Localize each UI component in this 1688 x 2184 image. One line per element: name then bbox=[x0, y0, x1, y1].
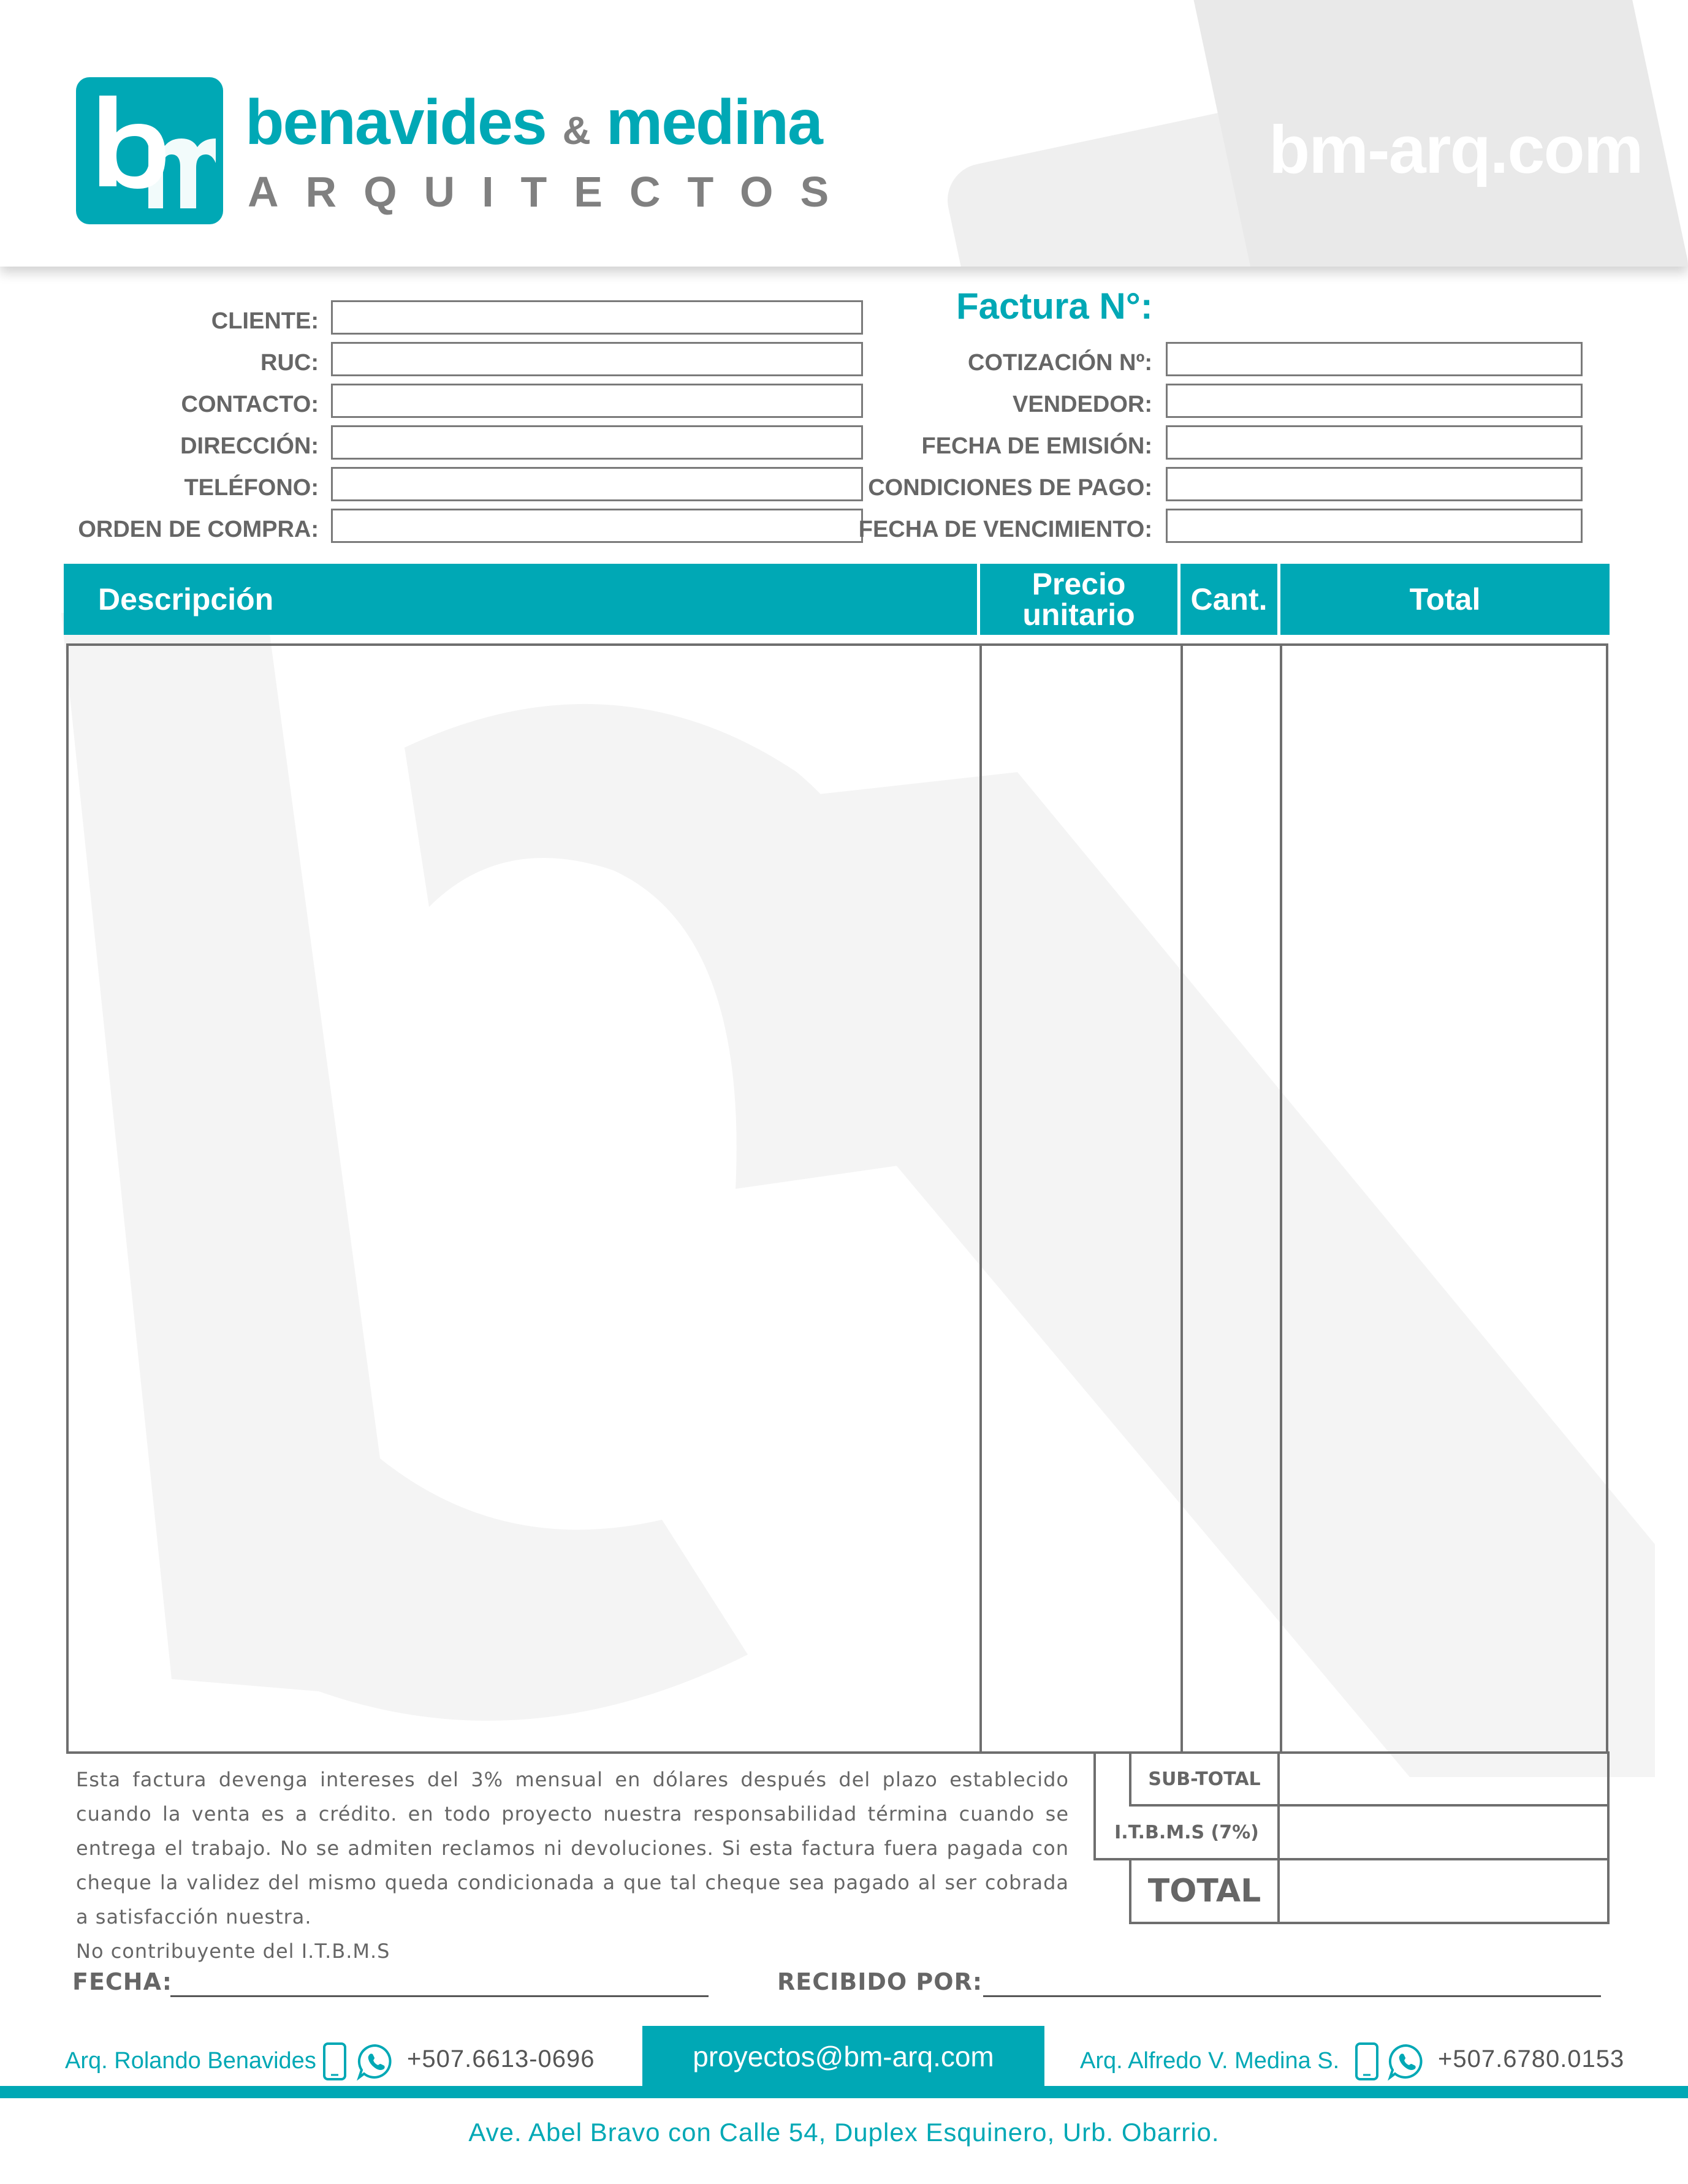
client-name-field[interactable] bbox=[331, 300, 863, 335]
date-signature-line[interactable] bbox=[170, 1995, 709, 1997]
whatsapp-icon bbox=[355, 2042, 395, 2081]
client-name-label: CLIENTE: bbox=[211, 308, 319, 334]
footer-email[interactable]: proyectos@bm-arq.com bbox=[642, 2026, 1044, 2087]
brand-name bbox=[245, 87, 822, 158]
received-by-line[interactable] bbox=[983, 1995, 1601, 1997]
contact1-phone[interactable]: +507.6613-0696 bbox=[407, 2046, 595, 2072]
mobile-phone-icon bbox=[1355, 2042, 1379, 2081]
bm-logo-icon bbox=[76, 77, 223, 224]
mobile-phone-icon bbox=[322, 2042, 347, 2081]
contact2-name: Arq. Alfredo V. Medina S. bbox=[1080, 2048, 1340, 2074]
tax-note: No contribuyente del I.T.B.M.S bbox=[76, 1939, 390, 1963]
due-date-field[interactable] bbox=[1166, 509, 1583, 543]
tax-label: I.T.B.M.S (7%) bbox=[1114, 1821, 1259, 1843]
whatsapp-icon bbox=[1386, 2042, 1426, 2081]
brand-name-part2: medina bbox=[606, 87, 822, 158]
terms-notes bbox=[76, 1762, 1069, 1968]
items-table-header bbox=[64, 564, 1610, 635]
contact-field[interactable] bbox=[331, 384, 863, 418]
payment-terms-label: CONDICIONES DE PAGO: bbox=[868, 475, 1152, 501]
subtotal-value-field[interactable] bbox=[1277, 1751, 1610, 1807]
ruc-label: RUC: bbox=[260, 350, 319, 376]
contact1-name: Arq. Rolando Benavides bbox=[65, 2048, 316, 2074]
contact2-phone[interactable]: +507.6780.0153 bbox=[1438, 2046, 1625, 2072]
column-divider bbox=[1280, 643, 1282, 1754]
payment-terms-field[interactable] bbox=[1166, 467, 1583, 501]
phone-field[interactable] bbox=[331, 467, 863, 501]
footer-accent-bar bbox=[0, 2086, 1688, 2098]
purchase-order-label: ORDEN DE COMPRA: bbox=[78, 517, 319, 542]
address-label: DIRECCIÓN: bbox=[180, 433, 319, 459]
footer-address: Ave. Abel Bravo con Calle 54, Duplex Esquinero, Urb. Obarrio. bbox=[468, 2118, 1220, 2147]
column-description: Descripción bbox=[98, 582, 274, 616]
seller-label: VENDEDOR: bbox=[1012, 392, 1152, 417]
seller-field[interactable] bbox=[1166, 384, 1583, 418]
date-signature-label: FECHA: bbox=[72, 1968, 172, 1995]
ruc-field[interactable] bbox=[331, 342, 863, 376]
received-by-label: RECIBIDO POR: bbox=[777, 1968, 983, 1995]
column-divider bbox=[1180, 643, 1183, 1754]
contact-label: CONTACTO: bbox=[181, 392, 319, 417]
total-value-field[interactable] bbox=[1277, 1858, 1610, 1924]
quote-number-field[interactable] bbox=[1166, 342, 1583, 376]
subtotal-label: SUB-TOTAL bbox=[1148, 1768, 1261, 1790]
column-divider bbox=[979, 643, 982, 1754]
brand-subtitle: ARQUITECTOS bbox=[248, 168, 856, 216]
issue-date-label: FECHA DE EMISIÓN: bbox=[921, 433, 1152, 459]
purchase-order-field[interactable] bbox=[331, 509, 863, 543]
column-quantity: Cant. bbox=[1190, 582, 1268, 616]
tax-value-field[interactable] bbox=[1277, 1804, 1610, 1860]
invoice-number-title: Factura N°: bbox=[956, 286, 1153, 327]
letterhead-header bbox=[0, 0, 1688, 267]
column-total: Total bbox=[1409, 582, 1481, 616]
brand-name-part1: benavides bbox=[245, 87, 546, 158]
website-url: bm-arq.com bbox=[1269, 112, 1643, 188]
phone-label: TELÉFONO: bbox=[184, 475, 319, 501]
brand-ampersand: & bbox=[562, 108, 590, 153]
items-table-body[interactable] bbox=[66, 643, 1608, 1754]
terms-paragraph: Esta factura devenga intereses del 3% mensual en dólares después del plazo establecido cuando la venta es a crédito. en todo proyecto nuestra responsabilidad términa cuando se entrega el trabajo. No se admiten reclamos ni devoluciones. Si esta factura fuera pagada con cheque la validez del mismo queda condicionada a que tal cheque sea pagado al ser cobrada a satisfacción nuestra. bbox=[76, 1768, 1069, 1928]
quote-number-label: COTIZACIÓN Nº: bbox=[968, 350, 1152, 376]
total-label: TOTAL bbox=[1147, 1873, 1261, 1909]
address-field[interactable] bbox=[331, 425, 863, 460]
due-date-label: FECHA DE VENCIMIENTO: bbox=[858, 517, 1152, 542]
column-unit-price: Precio unitario bbox=[1022, 567, 1135, 632]
issue-date-field[interactable] bbox=[1166, 425, 1583, 460]
